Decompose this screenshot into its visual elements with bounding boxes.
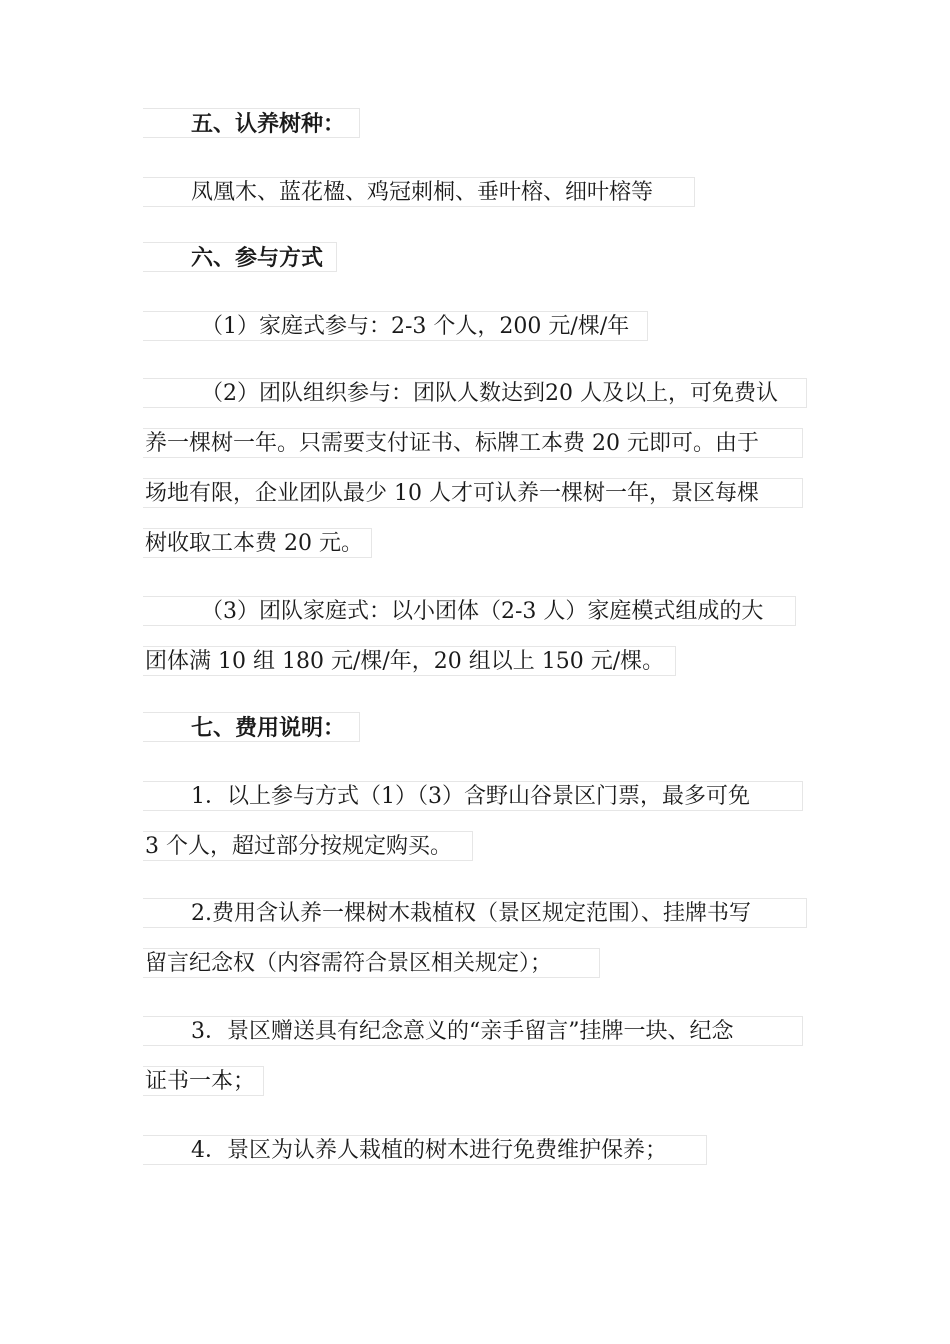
fee-note-2-line-2: 留言纪念权（内容需符合景区相关规定）； (143, 948, 600, 978)
section-heading-participation: 六、参与方式 (143, 242, 337, 272)
participation-team-line-4: 树收取工本费 20 元。 (143, 528, 372, 558)
tree-species-list: 凤凰木、蓝花楹、鸡冠刺桐、垂叶榕、细叶榕等 (143, 177, 695, 207)
fee-note-3-line-2: 证书一本； (143, 1066, 264, 1096)
fee-note-1-line-2: 3 个人，超过部分按规定购买。 (143, 831, 473, 861)
fee-note-4: 4．景区为认养人栽植的树木进行免费维护保养； (143, 1135, 707, 1165)
participation-team-family-line-2: 团体满 10 组 180 元/棵/年，20 组以上 150 元/棵。 (143, 646, 676, 676)
participation-family: （1）家庭式参与：2-3 个人，200 元/棵/年 (143, 311, 648, 341)
section-heading-tree-species: 五、认养树种： (143, 108, 360, 138)
fee-note-3-line-1: 3．景区赠送具有纪念意义的“亲手留言”挂牌一块、纪念 (143, 1016, 803, 1046)
fee-note-1-line-1: 1．以上参与方式（1）（3）含野山谷景区门票，最多可免 (143, 781, 803, 811)
fee-note-2-line-1: 2.费用含认养一棵树木栽植权（景区规定范围）、挂牌书写 (143, 898, 807, 928)
participation-team-line-1: （2）团队组织参与：团队人数达到20 人及以上，可免费认 (143, 378, 807, 408)
participation-team-family-line-1: （3）团队家庭式：以小团体（2-3 人）家庭模式组成的大 (143, 596, 796, 626)
participation-team-line-3: 场地有限，企业团队最少 10 人才可认养一棵树一年，景区每棵 (143, 478, 803, 508)
section-heading-fees: 七、费用说明： (143, 712, 360, 742)
participation-team-line-2: 养一棵树一年。只需要支付证书、标牌工本费 20 元即可。由于 (143, 428, 803, 458)
